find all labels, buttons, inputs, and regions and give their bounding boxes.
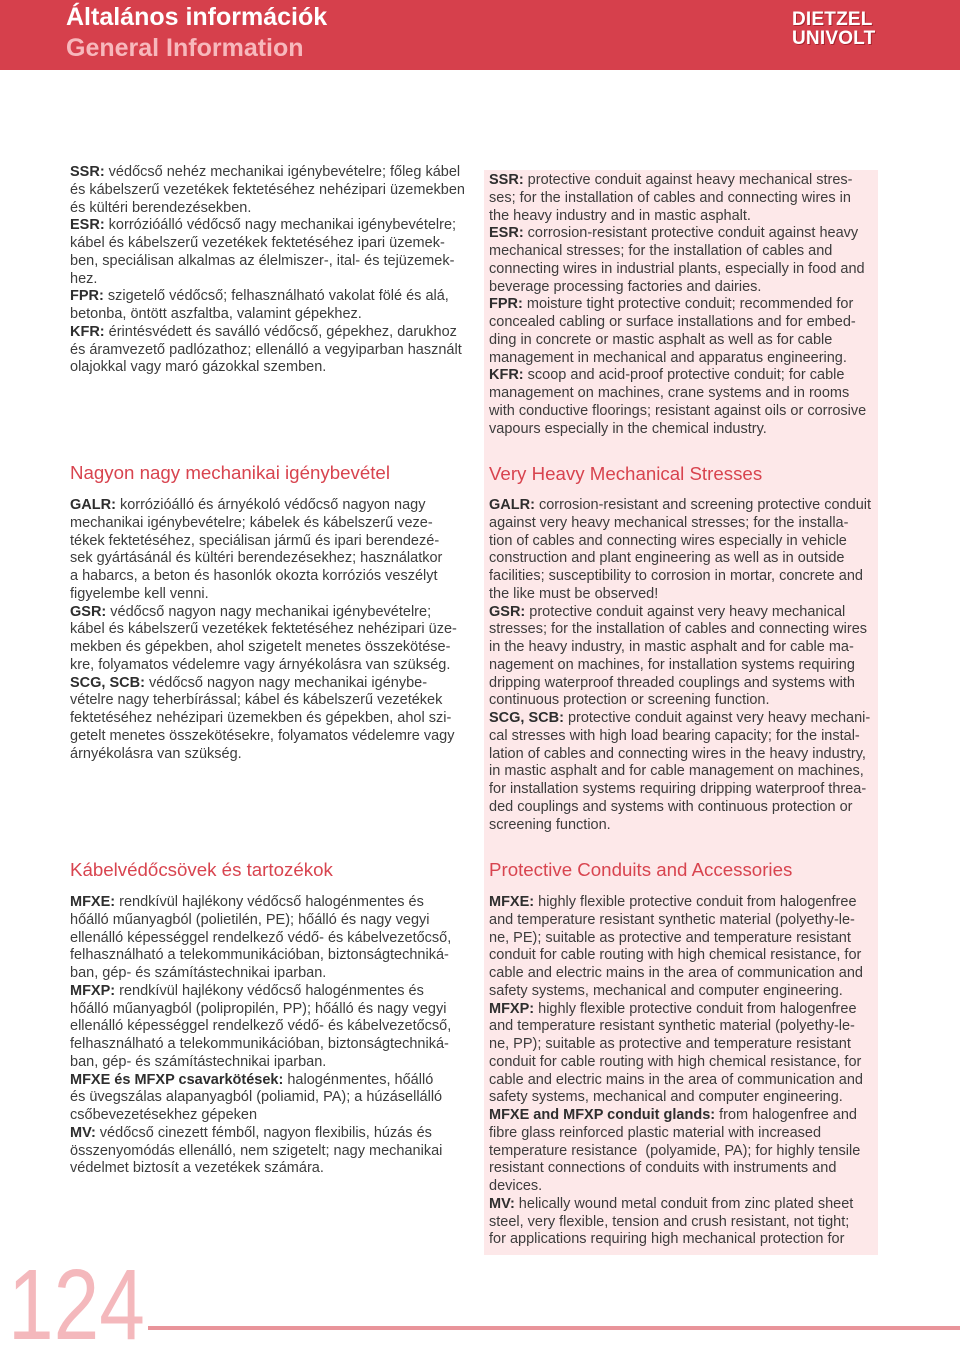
en-block-accessories (489, 894, 863, 1249)
entry-mfxe (489, 894, 863, 1001)
entry-gsr (489, 604, 871, 711)
entry-label: GALR: (489, 497, 535, 513)
entry-mfxp (70, 983, 451, 1072)
logo-line-univolt: UNIVOLT (792, 28, 876, 49)
entry-ssr (70, 164, 465, 217)
entry-text: helically wound metal conduit from zinc plated sheet steel, very flexible, tension and crush resistant, not tight; for applications requiring high mechanical protection for (489, 1195, 854, 1248)
entry-text: védőcső cinezett fémből, nagyon flexibilis, húzás és összenyomódás ellenálló, nem szigetelt; nagy mechanikai védelmet biztosít a vezetékek számára. (70, 1124, 443, 1177)
entry-text: érintésvédett és saválló védőcső, gépekhez, darukhoz és áramvezető padlózathoz; ellenálló a vegyiparban használt olajokkal vagy maró gázokkal szemben. (70, 323, 462, 376)
entry-esr (489, 225, 866, 296)
hu-block-general (70, 164, 465, 377)
entry-label: MV: (70, 1124, 96, 1141)
entry-label: MFXP: (70, 982, 116, 999)
entry-label: FPR: (70, 288, 104, 305)
entry-galr (489, 497, 871, 604)
entry-text: protective conduit against very heavy mechani- cal stresses with high load bearing capacity; for the instal- lation of cables and connecting wires in the heavy industry, in mastic asphalt and for cable management on machines, for installation systems requiring dripping waterproof threa- ded couplings and systems with continuous protection or screening function. (489, 710, 871, 833)
entry-text: korrózióálló védőcső nagy mechanikai igénybevételre; kábel és kábelszerű vezetékek fektetéséhez ipari üzemek- ben, speciálisan alkalmas az élelmiszer-, ital- és tejüzemek- hez. (70, 217, 457, 287)
entry-label: GSR: (489, 603, 526, 620)
en-block-very-heavy (489, 497, 871, 834)
entry-label: KFR: (489, 367, 524, 384)
entry-mv (489, 1196, 863, 1249)
english-column (489, 0, 878, 1345)
entry-label: ESR: (489, 225, 524, 242)
entry-text: moisture tight protective conduit; recommended for concealed cabling or surface installations and for embed- ding in concrete or mastic asphalt as well as for cable management in mechanical and apparatus engineering. (489, 296, 856, 366)
entry-label: SSR: (489, 172, 524, 188)
hungarian-column (70, 0, 465, 1345)
entry-text: védőcső nehéz mechanikai igénybevételre; főleg kábel és kábelszerű vezetékek fektetéséhez nehézipari üzemekben és kültéri berendezésekben. (70, 164, 465, 216)
page-number: 124 (8, 1265, 145, 1345)
entry-text: corrosion-resistant protective conduit against heavy mechanical stresses; for the installation of cables and connecting wires in industrial plants, especially in food and beverage processing factories and dairies. (489, 225, 865, 295)
entry-esr (70, 217, 465, 288)
entry-text: szigetelő védőcső; felhasználható vakolat fölé és alá, betonba, öntött aszfaltba, valamint gépekhez. (70, 288, 449, 322)
en-heading-accessories: Protective Conduits and Accessories (489, 859, 793, 880)
hu-block-very-heavy (70, 497, 457, 763)
entry-text: rendkívül hajlékony védőcső halogénmentes és hőálló műanyagból (polipropilén, PP); hőálló és nagy vegyi ellenálló képességgel rendelkező védő- és kábelvezetőcső, felhasználható a telekommunikációban, biztonságtechniká- ban, gép- és számítástechnikai iparban. (70, 982, 452, 1070)
entry-kfr (489, 367, 866, 438)
entry-galr (70, 497, 457, 604)
entry-text: protective conduit against heavy mechanical stres- ses; for the installation of cables and connecting wires in the heavy industry and in mastic asphalt. (489, 172, 853, 224)
entry-text: protective conduit against very heavy mechanical stresses; for the installation of cables and connecting wires in the heavy industry, in mastic asphalt and for cable ma- nagement on machines, for installation systems requiring dripping waterproof threaded couplings and systems with continuous protection or screening function. (489, 603, 868, 709)
en-heading-very-heavy: Very Heavy Mechanical Stresses (489, 463, 763, 484)
entry-label: SCG, SCB: (70, 674, 145, 691)
entry-label: SCG, SCB: (489, 710, 564, 726)
entry-label: MFXE: (489, 894, 535, 910)
entry-text: highly flexible protective conduit from halogenfree and temperature resistant synthetic material (polyethy-le- ne, PP); suitable as protective and temperature resistant conduit for cable routing with high chemical resistance, for cable and electric mains in the area of communication and safety systems, mechanical and computer engineering. (489, 1000, 863, 1106)
entry-scg-scb (489, 710, 871, 834)
entry-text: from halogenfree and fibre glass reinforced plastic material with increased temperature resistance (polyamide, PA); for highly tensile resistant connections of conduits with instruments and devices. (489, 1107, 861, 1194)
hu-heading-very-heavy: Nagyon nagy mechanikai igénybevétel (70, 462, 390, 483)
entry-fpr (70, 288, 465, 324)
entry-label: SSR: (70, 164, 105, 180)
title-english: General Information (66, 34, 304, 62)
entry-text: védőcső nagyon nagy mechanikai igénybe- vételre nagy teherbírással; kábel és kábelszerű vezetékek fektetéséhez nehézipari üzemekben és gépekben, ahol szi- getelt menetes összekötésekre, folyamatos védelemre vagy árnyékolásra van szükség. (70, 674, 455, 762)
entry-mfxe-es-mfxp-csavarkotesek (70, 1072, 451, 1125)
entry-label: ESR: (70, 217, 105, 234)
entry-label: MV: (489, 1195, 515, 1212)
entry-text: highly flexible protective conduit from halogenfree and temperature resistant synthetic material (polyethy-le- ne, PE); suitable as protective and temperature resistant conduit for cable routing with high chemical resistance, for cable and electric mains in the area of communication and safety systems, mechanical and computer engineering. (489, 894, 863, 999)
entry-gsr (70, 604, 457, 675)
entry-text: corrosion-resistant and screening protective conduit against very heavy mechanical stresses; for the installa- tion of cables and connecting wires especially in vehicle construction and plant engineering as well as in outside facilities; susceptibility to corrosion in mortar, concrete and the like must be observed! (489, 497, 872, 602)
en-block-general (489, 172, 866, 438)
entry-label: GSR: (70, 603, 107, 620)
entry-text: rendkívül hajlékony védőcső halogénmentes és hőálló műanyagból (polietilén, PE); hőálló és nagy vegyi ellenálló képességgel rendelkező védő- és kábelvezetőcső, felhasználható a telekommunikációban, biztonságtechniká- ban, gép- és számítástechnikai iparban. (70, 894, 452, 981)
entry-mfxe-and-mfxp-conduit-glands (489, 1107, 863, 1196)
entry-ssr (489, 172, 866, 225)
hu-block-accessories (70, 894, 451, 1178)
entry-label: MFXP: (489, 1000, 535, 1017)
entry-text: védőcső nagyon nagy mechanikai igénybevételre; kábel és kábelszerű vezetékek fektetéséhez nehézipari üze- mekben és gépekben, ahol szigetelt menetes összekötése- kre, folyamatos védelemre vagy árnyékolásra van szükség. (70, 603, 457, 673)
entry-mfxe (70, 894, 451, 983)
entry-label: FPR: (489, 296, 523, 313)
entry-text: halogénmentes, hőálló és üvegszálas alapanyagból (poliamid, PA); a húzásellálló csőbevezetésekhez gépeken (70, 1071, 443, 1123)
entry-label: MFXE és MFXP csavarkötések: (70, 1071, 284, 1088)
entry-text: scoop and acid-proof protective conduit; for cable management on machines, crane systems and in rooms with conductive floorings; resistant against oils or corrosive vapours especially in the chemical industry. (489, 367, 867, 437)
bottom-rule (148, 1326, 960, 1330)
entry-label: MFXE: (70, 894, 116, 910)
entry-mfxp (489, 1001, 863, 1108)
entry-mv (70, 1125, 451, 1178)
entry-scg-scb (70, 675, 457, 764)
entry-kfr (70, 324, 465, 377)
title-hungarian: Általános információk (66, 3, 328, 31)
entry-label: KFR: (70, 323, 105, 340)
logo-line-dietzel: DIETZEL (792, 9, 873, 30)
entry-label: MFXE and MFXP conduit glands: (489, 1107, 716, 1123)
hu-heading-accessories: Kábelvédőcsövek és tartozékok (70, 859, 333, 880)
entry-label: GALR: (70, 497, 116, 513)
entry-fpr (489, 296, 866, 367)
entry-text: korrózióálló és árnyékoló védőcső nagyon nagy mechanikai igénybevételre; kábelek és kábelszerű veze- tékek fektetéséhez, speciálisan jármű és ipari berendezé- sek gyártásánál és kültéri berendezésekhez; használatkor a habarcs, a beton és hasonlók okozta korróziós veszélyt figyelembe kell venni. (70, 497, 443, 602)
